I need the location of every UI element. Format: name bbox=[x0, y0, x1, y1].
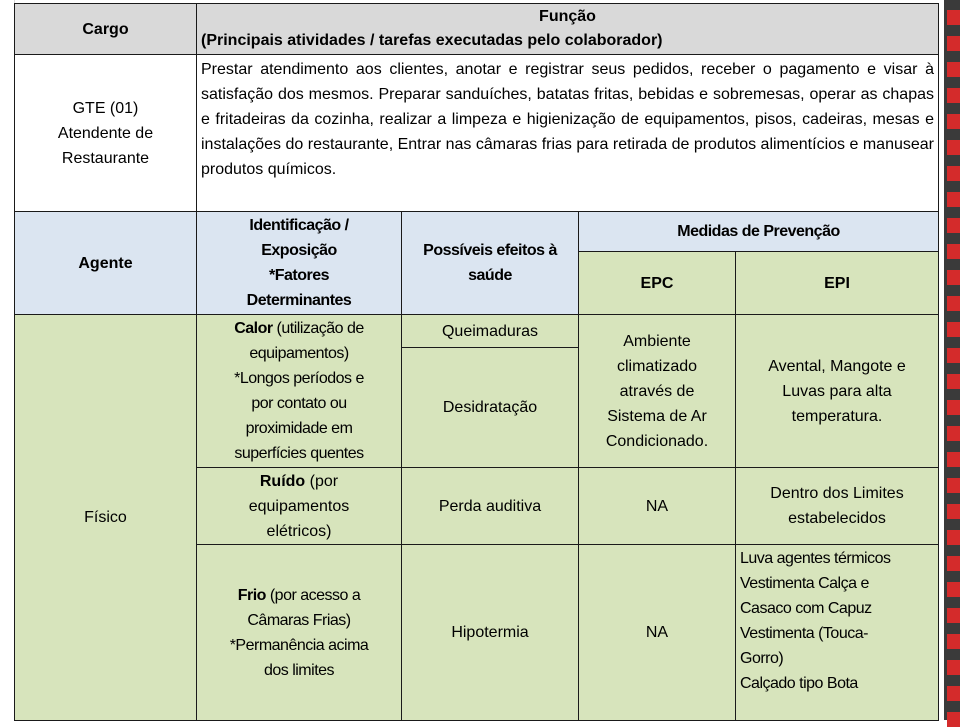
frio-efeito: Hipotermia bbox=[402, 545, 579, 721]
agente-header: Agente bbox=[15, 212, 197, 315]
calor-efeito-desidratacao: Desidratação bbox=[402, 348, 579, 468]
role-row bbox=[15, 55, 939, 212]
frio-epi: Luva agentes térmicos Vestimenta Calça e Casaco com Capuz Vestimenta (Touca- Gorro) Calçado tipo Bota bbox=[736, 545, 939, 721]
calor-epi: Avental, Mangote e Luvas para alta temperatura. bbox=[736, 315, 939, 468]
efeitos-header: Possíveis efeitos à saúde bbox=[402, 212, 579, 315]
ruido-epi: Dentro dos Limites estabelecidos bbox=[736, 468, 939, 545]
header-row bbox=[15, 4, 939, 55]
funcao-subtitle: (Principais atividades / tarefas executadas pelo colaborador) bbox=[201, 32, 663, 49]
cargo-header: Cargo bbox=[15, 4, 197, 55]
epc-header: EPC bbox=[579, 252, 736, 315]
role-description: Prestar atendimento aos clientes, anotar e registrar seus pedidos, receber o pagamento e visar à satisfação dos mesmos. Preparar sanduíches, batatas fritas, bebidas e sobremesas, operar as chapas e fritadeiras da cozinha, realizar a limpeza e higienização de equipamentos, pisos, cadeiras, mesas e instalações do restaurante, Entrar nas câmaras frias para retirada de produtos alimentícios e manusear produtos químicos. bbox=[197, 55, 939, 212]
funcao-title: Função bbox=[539, 8, 596, 25]
epi-header: EPI bbox=[736, 252, 939, 315]
risk-assessment-table bbox=[14, 3, 939, 721]
role-cell bbox=[15, 55, 197, 212]
calor-identificacao: Calor (utilização de equipamentos) *Longos períodos e por contato ou proximidade em superfícies quentes bbox=[197, 315, 402, 468]
ruido-identificacao: Ruído (por equipamentos elétricos) bbox=[197, 468, 402, 545]
calor-epc: Ambiente climatizado através de Sistema de Ar Condicionado. bbox=[579, 315, 736, 468]
role-name-line2: Restaurante bbox=[61, 149, 150, 167]
funcao-header bbox=[197, 4, 939, 55]
slide-left-border bbox=[0, 0, 15, 720]
column-header-row-1 bbox=[15, 212, 939, 252]
role-name-line1: Atendente de bbox=[57, 124, 154, 142]
frio-epc: NA bbox=[579, 545, 736, 721]
calor-row-1 bbox=[15, 315, 939, 348]
frio-identificacao: Frio (por acesso a Câmaras Frias) *Permanência acima dos limites bbox=[197, 545, 402, 721]
calor-efeito-queimaduras: Queimaduras bbox=[402, 315, 579, 348]
identificacao-header: Identificação / Exposição *Fatores Determinantes bbox=[197, 212, 402, 315]
medidas-header: Medidas de Prevenção bbox=[579, 212, 939, 252]
ruido-efeito: Perda auditiva bbox=[402, 468, 579, 545]
role-code: GTE (01) bbox=[72, 99, 139, 117]
ruido-epc: NA bbox=[579, 468, 736, 545]
decorative-stripe bbox=[944, 0, 960, 720]
agent-fisico: Físico bbox=[15, 315, 197, 721]
